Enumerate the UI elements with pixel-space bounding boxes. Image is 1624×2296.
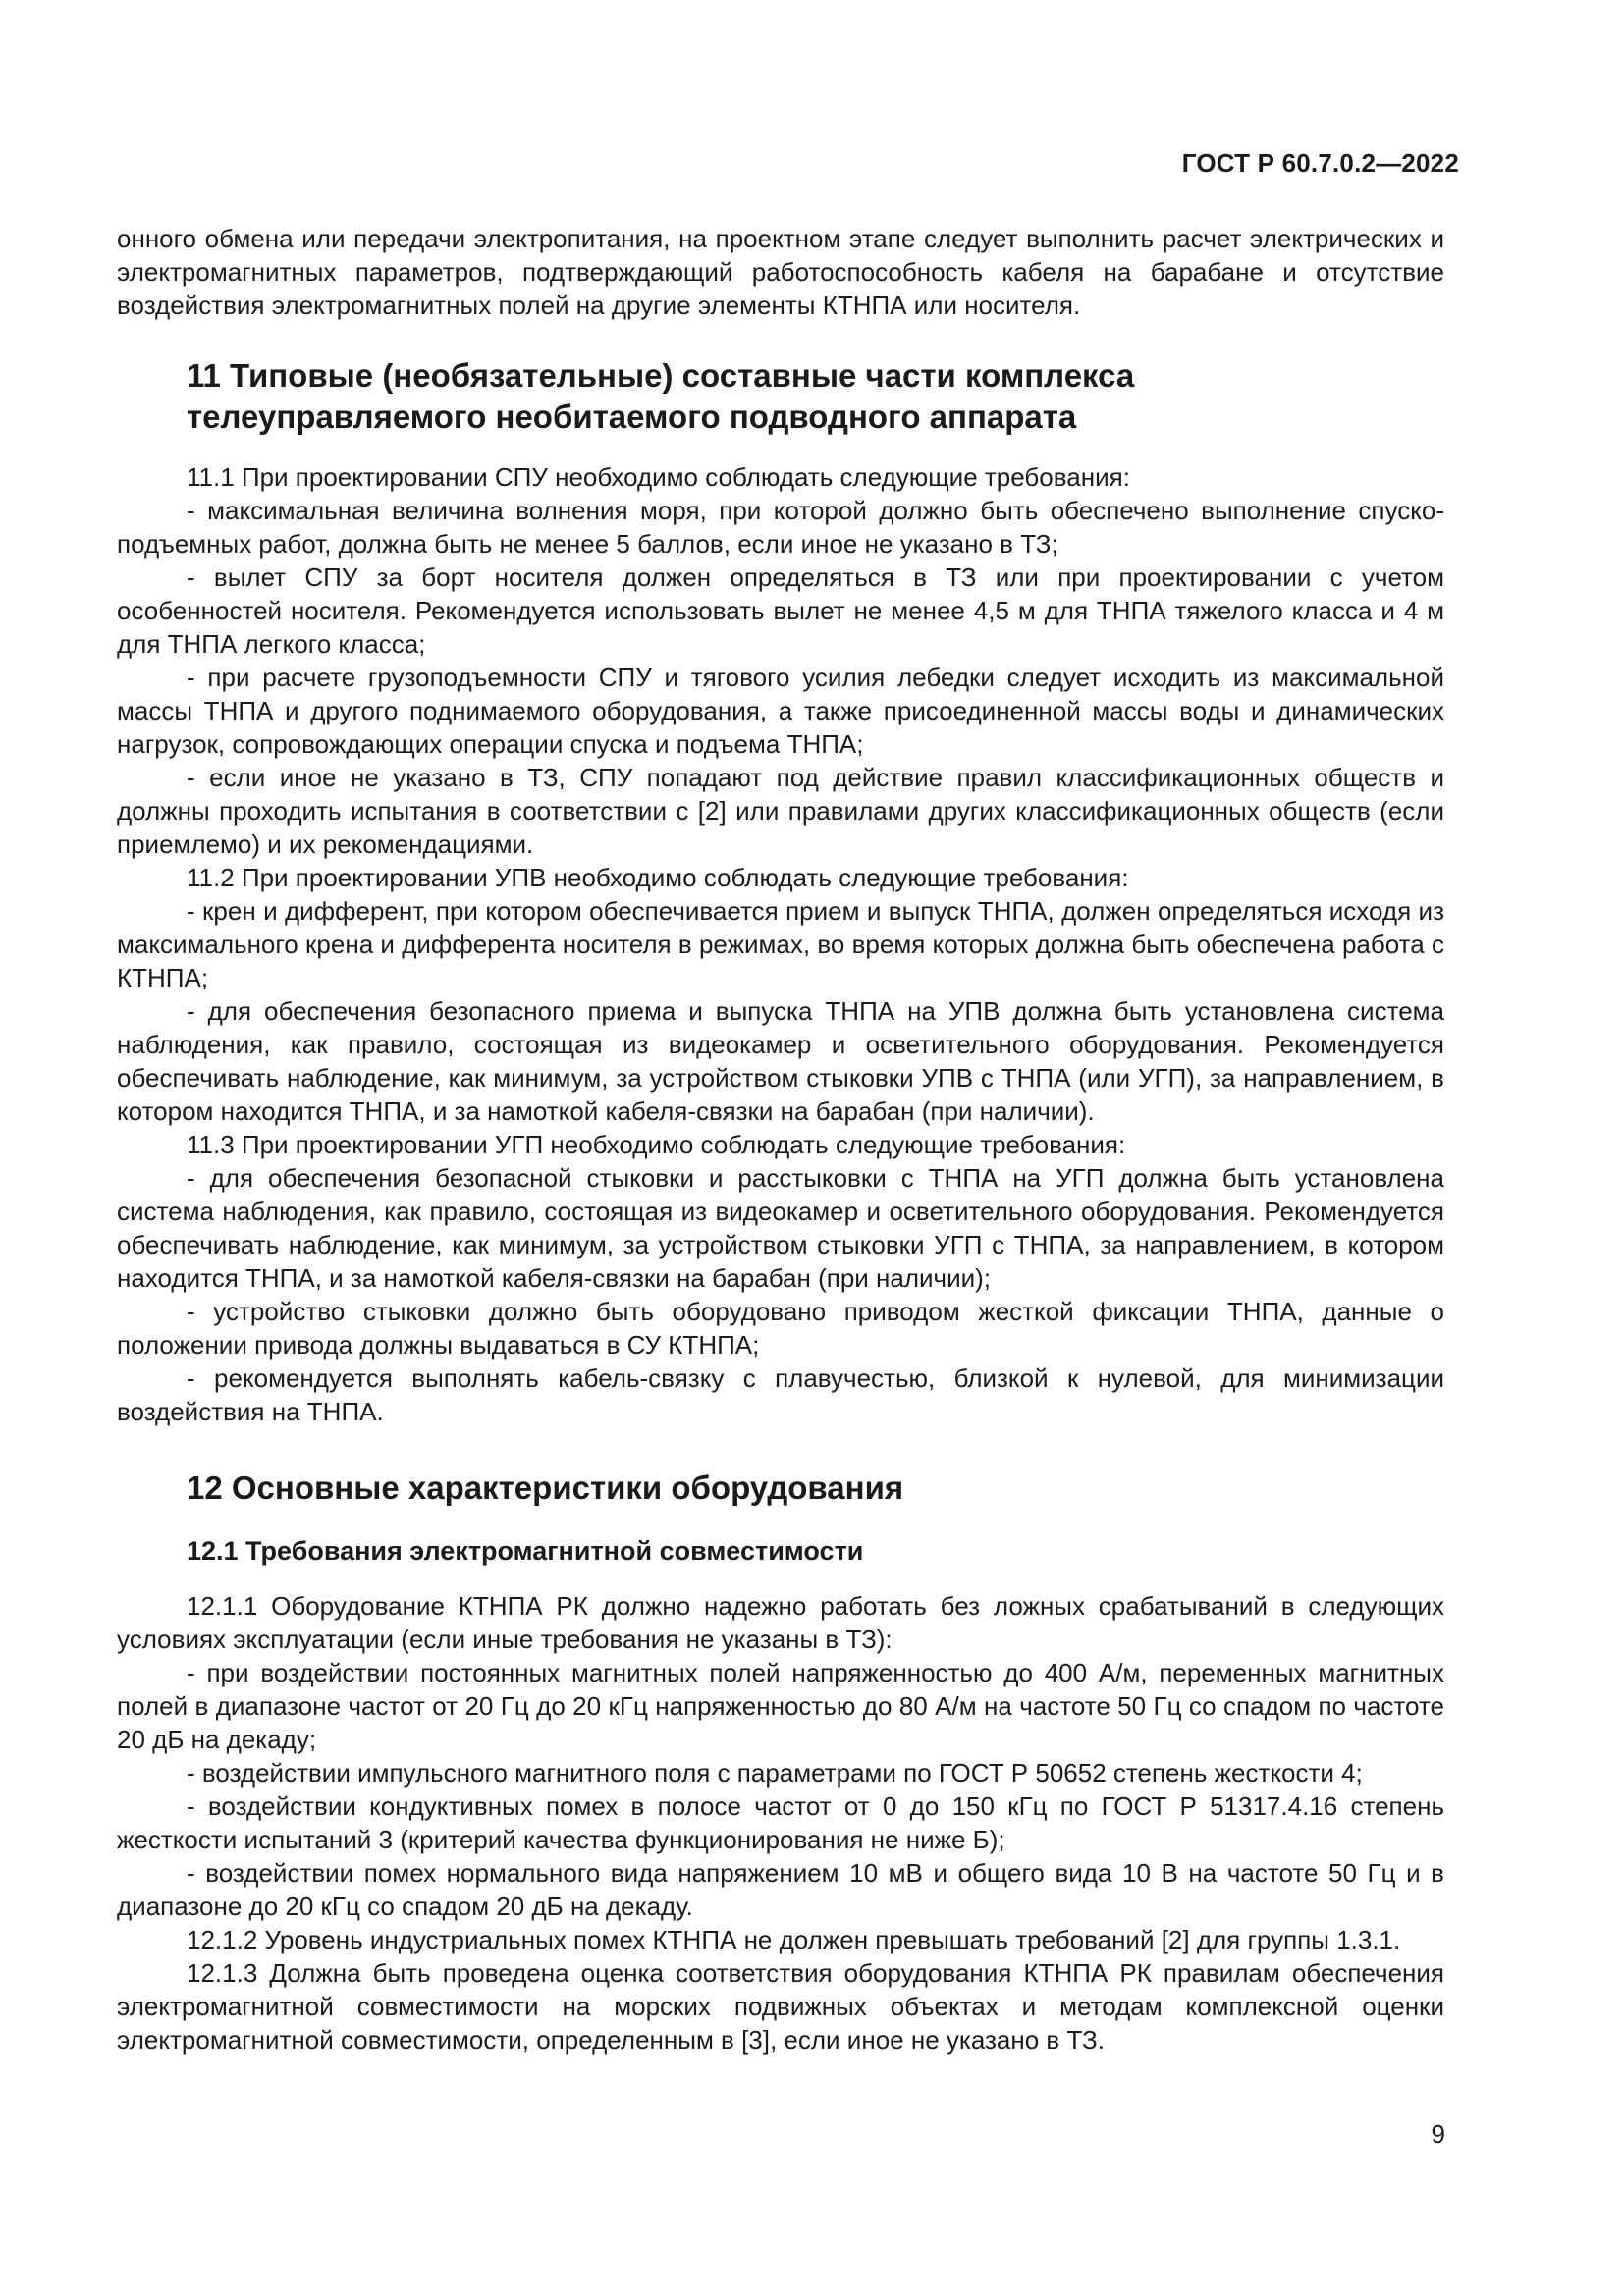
page-number: 9 bbox=[1431, 2119, 1445, 2149]
clause-11-2: 11.2 При проектировании УПВ необходимо соблюдать следующие требования: bbox=[187, 863, 1129, 892]
clause-11-1-item: - вылет СПУ за борт носителя должен определяться в ТЗ или при проектировании с учетом особенностей носителя. Рекомендуется использовать вылет не менее 4,5 м для ТНПА тяжелого класса и 4 м для ТНПА легкого класса; bbox=[117, 562, 1444, 659]
clause-11-3-item: - рекомендуется выполнять кабель-связку с плавучестью, близкой к нулевой, для минимизации воздействия на ТНПА. bbox=[117, 1363, 1444, 1426]
clause-11-3-item: - устройство стыковки должно быть оборудовано приводом жесткой фиксации ТНПА, данные о положении привода должны выдаваться в СУ КТНПА; bbox=[117, 1297, 1444, 1360]
clause-12-1-1-item: - воздействии импульсного магнитного поля с параметрами по ГОСТ Р 50652 степень жесткости 4; bbox=[187, 1758, 1363, 1788]
clause-11-1-item: - при расчете грузоподъемности СПУ и тягового усилия лебедки следует исходить из максимальной массы ТНПА и другого поднимаемого оборудования, а также присоединенной массы воды и динамических нагрузок, сопровождающих операции спуска и подъема ТНПА; bbox=[117, 663, 1444, 759]
section-11-heading-line1: 11 Типовые (необязательные) составные части комплекса bbox=[187, 357, 1135, 394]
clause-12-1-1: 12.1.1 Оборудование КТНПА РК должно надежно работать без ложных срабатываний в следующих условиях эксплуатации (если иные требования не указаны в ТЗ): bbox=[117, 1591, 1444, 1654]
clause-12-1-1-item: - воздействии кондуктивных помех в полосе частот от 0 до 150 кГц по ГОСТ Р 51317.4.16 степень жесткости испытаний 3 (критерий качества функционирования не ниже Б); bbox=[117, 1791, 1444, 1854]
clause-11-1: 11.1 При проектировании СПУ необходимо соблюдать следующие требования: bbox=[187, 462, 1130, 492]
clause-11-2-item: - для обеспечения безопасного приема и выпуска ТНПА на УПВ должна быть установлена система наблюдения, как правило, состоящая из видеокамер и осветительного оборудования. Рекомендуется обеспечивать наблюдение, как минимум, за устройством стыковки УПВ с ТНПА (или УГП), за направлением, в котором находится ТНПА, и за намоткой кабеля-связки на барабан (при наличии). bbox=[117, 996, 1444, 1126]
section-12-heading: 12 Основные характеристики оборудования bbox=[187, 1469, 904, 1506]
subsection-12-1-heading: 12.1 Требования электромагнитной совместимости bbox=[187, 1536, 864, 1566]
section-11-heading-line2: телеуправляемого необитаемого подводного аппарата bbox=[187, 399, 1077, 435]
clause-12-1-3: 12.1.3 Должна быть проведена оценка соответствия оборудования КТНПА РК правилам обеспечения электромагнитной совместимости на морских подвижных объектах и методам комплексной оценки электромагнитной совместимости, определенным в [3], если иное не указано в ТЗ. bbox=[117, 1958, 1444, 2055]
clause-12-1-2: 12.1.2 Уровень индустриальных помех КТНПА не должен превышать требований [2] для группы 1.3.1. bbox=[187, 1925, 1401, 1954]
clause-11-1-item: - максимальная величина волнения моря, при которой должно быть обеспечено выполнение спуско-подъемных работ, должна быть не менее 5 баллов, если иное не указано в ТЗ; bbox=[117, 496, 1444, 559]
clause-11-1-item: - если иное не указано в ТЗ, СПУ попадают под действие правил классификационных обществ и должны проходить испытания в соответствии с [2] или правилами других классификационных обществ (если приемлемо) и их рекомендациями. bbox=[117, 763, 1444, 859]
clause-11-3: 11.3 При проектировании УГП необходимо соблюдать следующие требования: bbox=[187, 1130, 1126, 1159]
standard-designation: ГОСТ Р 60.7.0.2—2022 bbox=[1181, 148, 1459, 178]
clause-11-2-item: - крен и дифферент, при котором обеспечивается прием и выпуск ТНПА, должен определяться исходя из максимального крена и дифферента носителя в режимах, во время которых должна быть обеспечена работа с КТНПА; bbox=[117, 896, 1444, 992]
intro-paragraph: онного обмена или передачи электропитания, на проектном этапе следует выполнить расчет электрических и электромагнитных параметров, подтверждающий работоспособность кабеля на барабане и отсутствие воздействия электромагнитных полей на другие элементы КТНПА или носителя. bbox=[117, 224, 1444, 320]
section-11-heading bbox=[187, 355, 1444, 438]
clause-12-1-1-item: - воздействии помех нормального вида напряжением 10 мВ и общего вида 10 В на частоте 50 Гц и в диапазоне до 20 кГц со спадом 20 дБ на декаду. bbox=[117, 1858, 1444, 1921]
clause-12-1-1-item: - при воздействии постоянных магнитных полей напряженностью до 400 А/м, переменных магнитных полей в диапазоне частот от 20 Гц до 20 кГц напряженностью до 80 А/м на частоте 50 Гц со спадом по частоте 20 дБ на декаду; bbox=[117, 1658, 1444, 1754]
document-body bbox=[117, 222, 1444, 2056]
clause-11-3-item: - для обеспечения безопасной стыковки и расстыковки с ТНПА на УГП должна быть установлена система наблюдения, как правило, состоящая из видеокамер и осветительного оборудования. Рекомендуется обеспечивать наблюдение, как минимум, за устройством стыковки УГП с ТНПА, за направлением, в котором находится ТНПА, и за намоткой кабеля-связки на барабан (при наличии); bbox=[117, 1163, 1444, 1293]
